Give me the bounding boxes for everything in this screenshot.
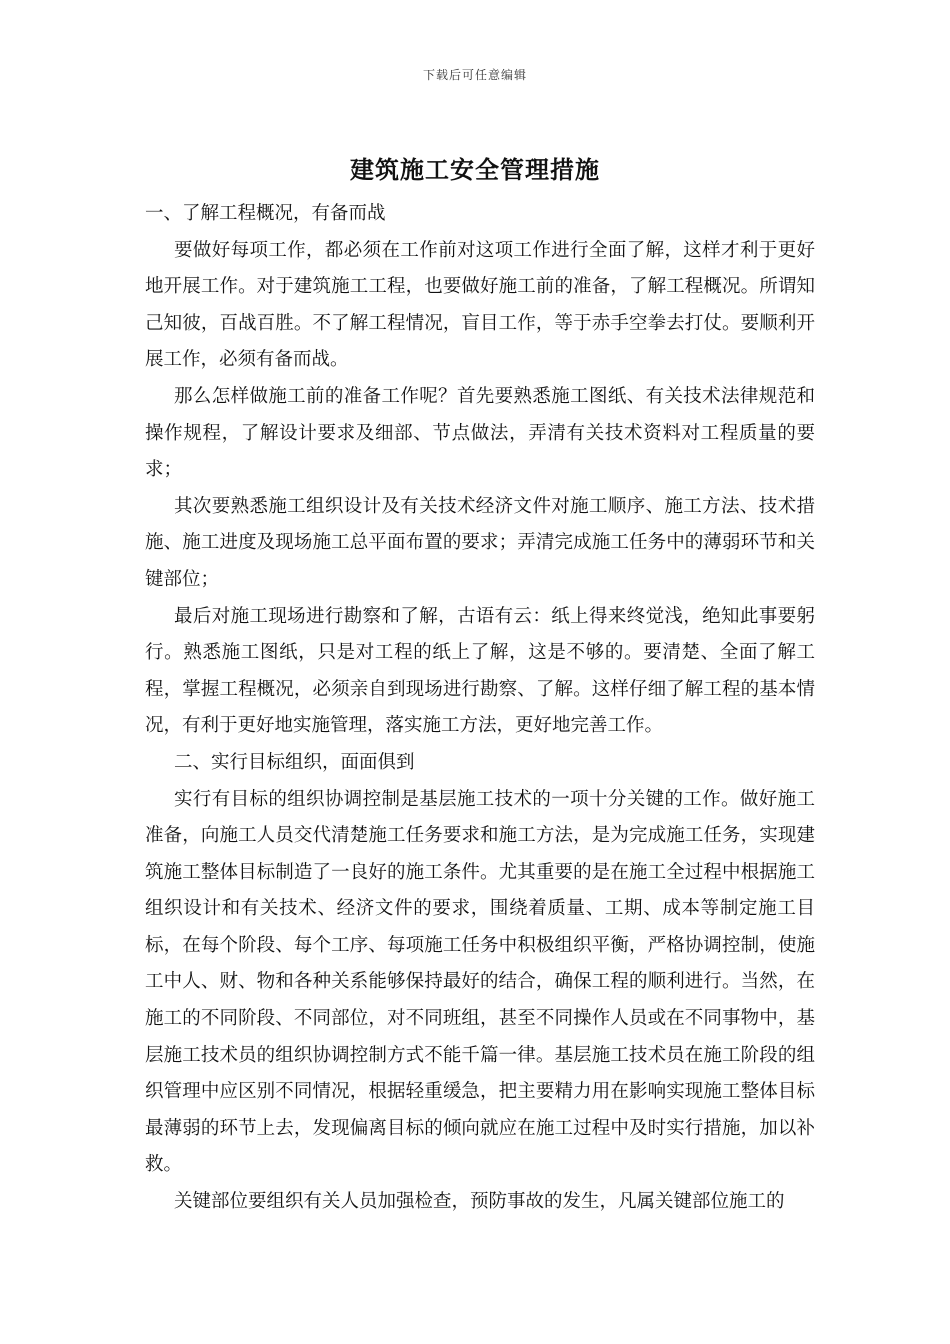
page-header-note: 下载后可任意编辑 — [422, 68, 527, 82]
paragraph-5: 实行有目标的组织协调控制是基层施工技术的一项十分关键的工作。做好施工准备，向施工人员交代清楚施工任务要求和施工方法，是为完成施工任务，实现建筑施工整体目标制造了一良好的施工条件。尤其重要的是在施工全过程中根据施工组织设计和有关技术、经济文件的要求，围绕着质量、工期、成本等制定施工目标，在每个阶段、每个工序、每项施工任务中积极组织平衡，严格协调控制，使施工中人、财、物和各种关系能够保持最好的结合，确保工程的顺利进行。当然，在施工的不同阶段、不同部位，对不同班组，甚至不同操作人员或在不同事物中，基层施工技术员的组织协调控制方式不能千篇一律。基层施工技术员在施工阶段的组织管理中应区别不同情况，根据轻重缓急，把主要精力用在影响实现施工整体目标最薄弱的环节上去，发现偏离目标的倾向就应在施工过程中及时实行措施，加以补救。 — [145, 788, 815, 1176]
paragraph-4: 最后对施工现场进行勘察和了解，古语有云：纸上得来终觉浅，绝知此事要躬行。熟悉施工图纸，只是对工程的纸上了解，这是不够的。要清楚、全面了解工程，掌握工程概况，必须亲自到现场进行勘察、了解。这样仔细了解工程的基本情况，有利于更好地实施管理，落实施工方法，更好地完善工作。 — [145, 605, 815, 737]
document-body — [145, 196, 815, 1221]
paragraph-3: 其次要熟悉施工组织设计及有关技术经济文件对施工顺序、施工方法、技术措施、施工进度及现场施工总平面布置的要求；弄清完成施工任务中的薄弱环节和关键部位； — [145, 495, 815, 590]
section-1-heading: 一、了解工程概况，有备而战 — [145, 203, 386, 224]
paragraph-1: 要做好每项工作，都必须在工作前对这项工作进行全面了解，这样才利于更好地开展工作。对于建筑施工工程，也要做好施工前的准备，了解工程概况。所谓知己知彼，百战百胜。不了解工程情况，盲目工作，等于赤手空拳去打仗。要顺利开展工作，必须有备而战。 — [145, 239, 815, 371]
section-2-heading: 二、实行目标组织，面面俱到 — [174, 751, 415, 773]
document-title: 建筑施工安全管理措施 — [350, 155, 600, 184]
paragraph-2: 那么怎样做施工前的准备工作呢？首先要熟悉施工图纸、有关技术法律规范和操作规程，了解设计要求及细部、节点做法，弄清有关技术资料对工程质量的要求； — [145, 385, 815, 481]
paragraph-6: 关键部位要组织有关人员加强检查，预防事故的发生，凡属关键部位施工的 — [174, 1191, 785, 1213]
